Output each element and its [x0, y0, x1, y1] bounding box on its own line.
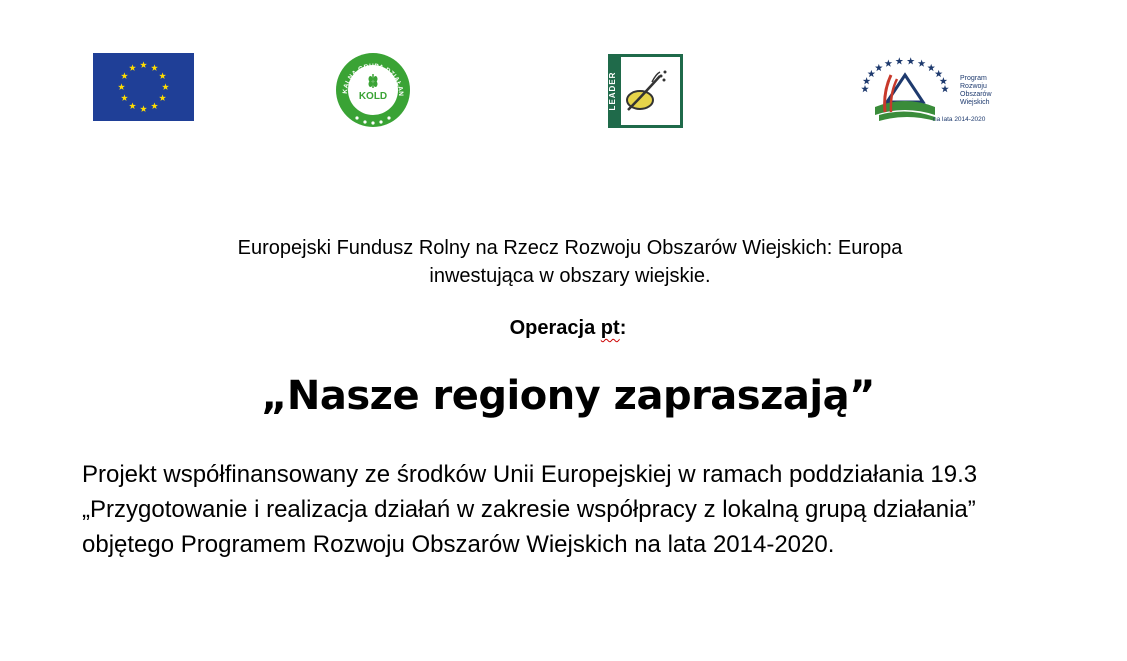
- fund-statement: [120, 234, 1020, 290]
- leader-logo: [608, 54, 683, 128]
- prow-star-icon: [907, 57, 915, 64]
- operation-label-pt: pt: [600, 317, 620, 339]
- prow-star-icon: [861, 85, 869, 92]
- prow-star-icon: [885, 60, 893, 67]
- operation-title: „Nasze regiony zapraszają”: [261, 373, 875, 419]
- svg-text:LOKALNA GRUPA DZIAŁANIA: KALNA GRUPA DZIAŁAN: [341, 62, 405, 97]
- svg-text:KOLD: KOLD: [358, 91, 388, 102]
- kold-lgd-logo: [335, 52, 411, 128]
- prow-logo: [857, 57, 999, 126]
- prow-star-icon: [940, 77, 948, 84]
- fund-line-2: inwestująca w obszary wiejskie.: [429, 265, 711, 287]
- eu-flag-logo: [93, 53, 194, 121]
- project-description: Projekt współfinansowany ze środków Unii Europejskiej w ramach poddziałania 19.3 „Przygotowanie i realizacja działań w zakresie współpracy z lokalną grupą działania” objętego Programem Rozwoju Obszarów Wiejskich na lata 2014-2020.: [82, 461, 978, 558]
- operation-label-prefix: Operacja: [509, 317, 601, 339]
- operation-label-suffix: :: [619, 317, 627, 339]
- prow-star-icon: [941, 85, 949, 92]
- prow-star-icon: [868, 70, 876, 77]
- prow-star-icon: [935, 70, 943, 77]
- prow-star-icon: [896, 57, 904, 64]
- svg-text:LEADER: LEADER: [608, 71, 617, 111]
- prow-years: na lata 2014-2020: [933, 116, 986, 123]
- fund-line-1: Europejski Fundusz Rolny na Rzecz Rozwoju Obszarów Wiejskich: Europa: [237, 237, 903, 259]
- prow-star-icon: [863, 77, 871, 84]
- prow-program-name: Program Rozwoju Obszarów Wiejskich: [960, 75, 992, 106]
- operation-label: [300, 317, 836, 340]
- prow-star-icon: [875, 64, 883, 71]
- prow-star-icon: [927, 64, 935, 71]
- prow-star-icon: [918, 60, 926, 67]
